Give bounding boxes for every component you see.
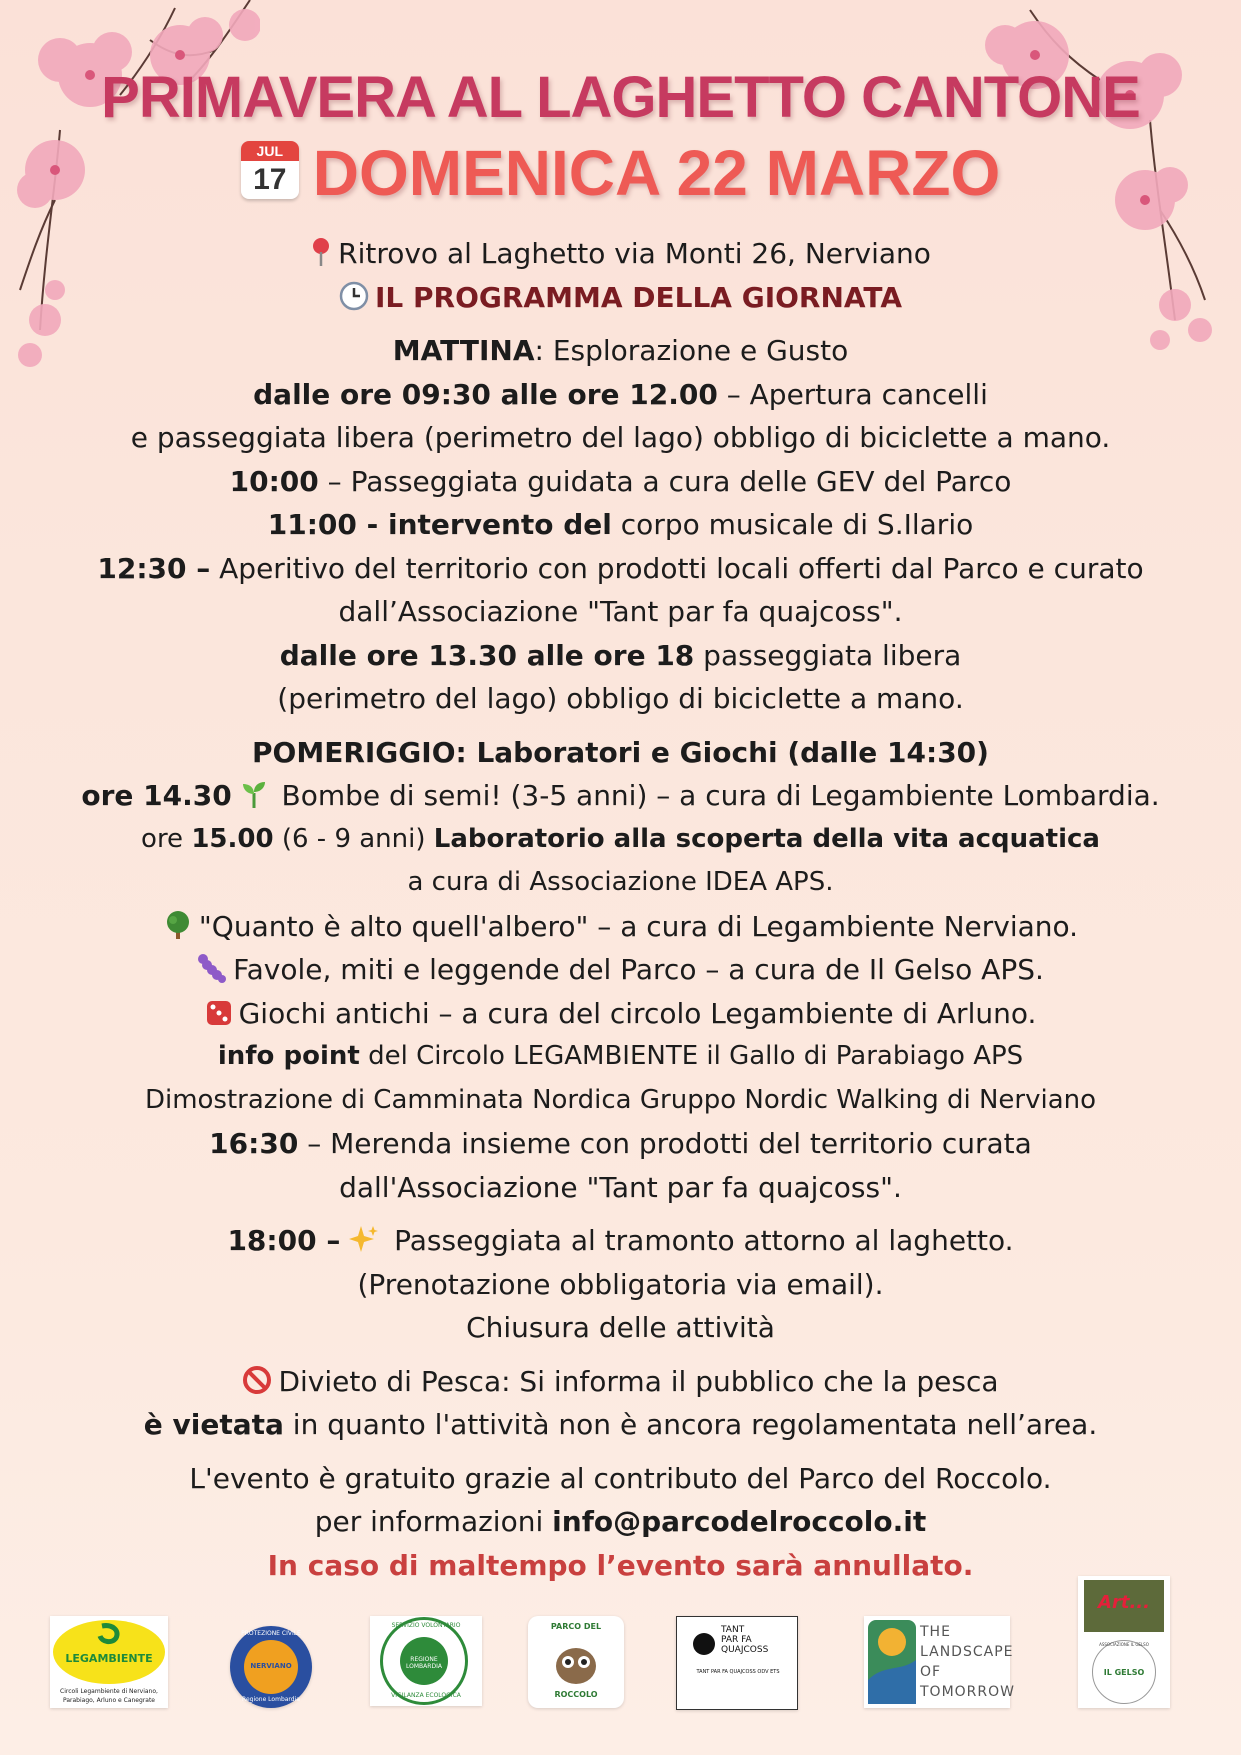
prohibited-icon: [242, 1365, 272, 1395]
seedling-icon: [241, 781, 267, 809]
program-heading: IL PROGRAMMA DELLA GIORNATA: [0, 276, 1241, 320]
location-line: Ritrovo al Laghetto via Monti 26, Nerviano: [0, 232, 1241, 276]
footer-line-2: per informazioni info@parcodelroccolo.it: [314, 1505, 927, 1538]
sparkles-icon: [349, 1224, 379, 1254]
tant-par-fa-quajcoss-logo: TANT PAR FA QUAJCOSS TANT PAR FA QUAJCOSS ODV ETS: [676, 1616, 798, 1710]
afternoon-line-1: ore 14.30 Bombe di semi! (3-5 anni) – a cura di Legambiente Lombardia.: [81, 779, 1160, 812]
protezione-civile-logo: PROTEZIONE CIVILE NERVIANO Regione Lombardia: [230, 1626, 312, 1708]
afternoon-line-6: Giochi antichi – a cura del circolo Legambiente di Arluno.: [0, 992, 1241, 1036]
morning-title: MATTINA: Esplorazione e Gusto: [392, 334, 849, 367]
parco-del-roccolo-logo: PARCO DEL ROCCOLO: [528, 1616, 624, 1708]
morning-line-1: dalle ore 09:30 alle ore 12.00 – Apertura cancelli: [253, 377, 988, 411]
weather-warning: In caso di maltempo l’evento sarà annullato.: [267, 1548, 974, 1582]
afternoon-line-8: Dimostrazione di Camminata Nordica Gruppo Nordic Walking di Nerviano: [144, 1084, 1097, 1115]
calendar-icon: JUL 17: [241, 141, 299, 199]
afternoon-line-4: "Quanto è alto quell'albero" – a cura di Legambiente Nerviano.: [0, 905, 1241, 949]
vigilanza-ecologica-logo: SERVIZIO VOLONTARIO REGIONE LOMBARDIA VIGILANZA ECOLOGICA: [370, 1616, 482, 1706]
morning-line-6: dall’Associazione "Tant par fa quajcoss".: [338, 595, 903, 628]
il-gelso-logo: Art... ASSOCIAZIONE IL GELSO IL GELSO: [1078, 1576, 1170, 1708]
morning-line-7: dalle ore 13.30 alle ore 18 passeggiata libera: [279, 638, 962, 672]
afternoon-line-3: a cura di Associazione IDEA APS.: [407, 867, 834, 897]
morning-line-2: e passeggiata libera (perimetro del lago) obbligo di biciclette a mano.: [130, 421, 1111, 454]
event-date-text: DOMENICA 22 MARZO: [312, 137, 1001, 209]
afternoon-line-7: info point del Circolo LEGAMBIENTE il Gallo di Parabiago APS: [217, 1041, 1024, 1071]
program-content: [0, 232, 1241, 1587]
legambiente-logo: LEGAMBIENTE Circoli Legambiente di Nerviano, Parabiago, Arluno e Canegrate: [50, 1616, 168, 1708]
clock-icon: [339, 281, 369, 311]
dice-icon: [205, 999, 233, 1027]
event-title: PRIMAVERA AL LAGHETTO CANTONE: [101, 65, 1140, 130]
afternoon-line-5: Favole, miti e leggende del Parco – a cura de Il Gelso APS.: [0, 948, 1241, 992]
evening-line-2: (Prenotazione obbligatoria via email).: [357, 1267, 884, 1301]
owl-icon: [550, 1638, 602, 1686]
afternoon-title: POMERIGGIO: Laboratori e Giochi (dalle 14:30): [252, 735, 989, 769]
contact-email-link[interactable]: info@parcodelroccolo.it: [552, 1505, 927, 1538]
morning-line-4: 11:00 - intervento del corpo musicale di S.Ilario: [267, 508, 974, 541]
sponsor-logos: [0, 1568, 1241, 1718]
landscape-of-tomorrow-logo: THE LANDSCAPE OF TOMORROW: [864, 1616, 1010, 1708]
evening-line-1: 18:00 – Passeggiata al tramonto attorno al laghetto.: [227, 1224, 1014, 1257]
afternoon-line-9: 16:30 – Merenda insieme con prodotti del territorio curata: [209, 1127, 1032, 1160]
legambiente-logo-mark: [50, 1616, 168, 1686]
morning-line-5: 12:30 – Aperitivo del territorio con prodotti locali offerti dal Parco e curato: [97, 551, 1144, 585]
fishing-notice-line-2: è vietata in quanto l'attività non è ancora regolamentata nell’area.: [143, 1408, 1098, 1441]
landscape-icon: [868, 1620, 916, 1704]
legambiente-name: LEGAMBIENTE: [65, 1652, 153, 1665]
footer-line-1: L'evento è gratuito grazie al contributo del Parco del Roccolo.: [189, 1461, 1052, 1495]
morning-line-8: (perimetro del lago) obbligo di biciclette a mano.: [277, 682, 964, 715]
pin-icon: [310, 237, 332, 267]
afternoon-line-10: dall'Associazione "Tant par fa quajcoss".: [339, 1170, 902, 1204]
fishing-notice-line-1: Divieto di Pesca: Si informa il pubblico che la pesca: [0, 1360, 1241, 1404]
event-date: [0, 136, 1241, 210]
tree-icon: [163, 910, 193, 940]
morning-line-3: 10:00 – Passeggiata guidata a cura delle GEV del Parco: [229, 464, 1012, 498]
caterpillar-icon: [197, 953, 227, 983]
afternoon-line-2: ore 15.00 (6 - 9 anni) Laboratorio alla scoperta della vita acquatica: [141, 823, 1100, 854]
evening-line-3: Chiusura delle attività: [466, 1311, 775, 1344]
